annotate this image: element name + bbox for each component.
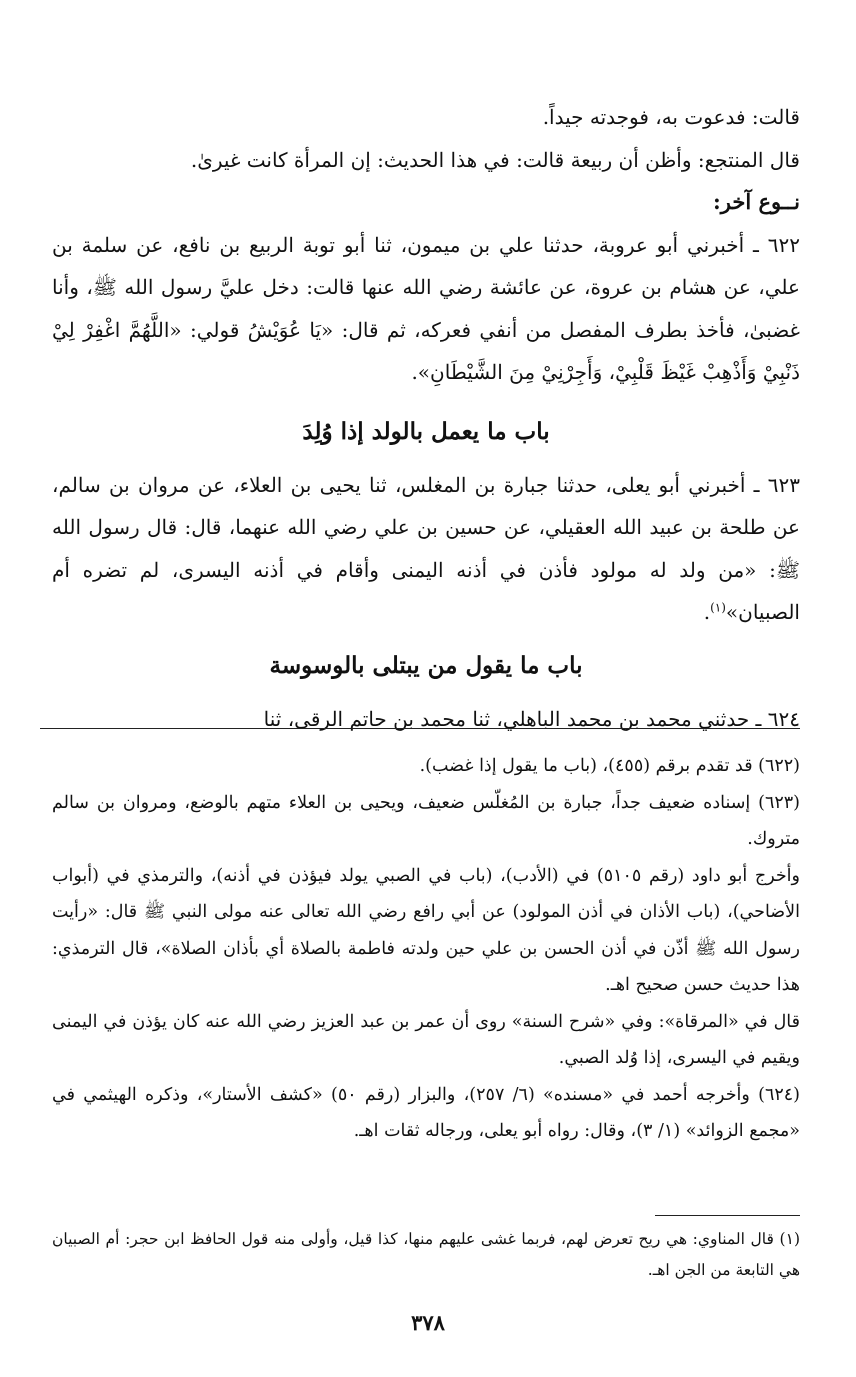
hadith-623 <box>52 464 800 634</box>
page-number: ٣٧٨ <box>411 1310 445 1335</box>
note-622: (٦٢٢) قد تقدم برقم (٤٥٥)، (باب ما يقول إذا غضب). <box>419 756 800 776</box>
note-624: (٦٢٤) وأخرجه أحمد في «مسنده» (٦/ ٢٥٧)، والبزار (رقم ٥٠) «كشف الأستار»، وذكره الهيثمي في «مجمع الزوائد» (١/ ٣)، وقال: رواه أبو يعلى، ورجاله ثقات اهـ. <box>52 1084 800 1141</box>
notes-separator <box>40 728 800 729</box>
hadith-623-end: . <box>703 600 711 624</box>
note-623: (٦٢٣) إسناده ضعيف جداً، جبارة بن المُغلّس ضعيف، ويحيى بن العلاء متهم بالوضع، ومروان بن سالم متروك. <box>52 792 800 849</box>
footnote-marker: (١) <box>710 600 726 615</box>
hadith-623-text: ٦٢٣ ـ أخبرني أبو يعلى، حدثنا جبارة بن المغلس، ثنا يحيى بن العلاء، عن مروان بن سالم، عن طلحة بن عبيد الله العقيلي، عن حسين بن علي رضي الله عنهما، قال: قال رسول الله ﷺ: «من ولد له مولود فأذن في أذنه اليمنى وأقام في أذنه اليسرى، لم تضره أم الصبيان» <box>52 472 800 624</box>
main-text <box>52 96 800 740</box>
commentary-notes <box>52 748 800 1150</box>
hadith-622: ٦٢٢ ـ أخبرني أبو عروبة، حدثنا علي بن ميمون، ثنا أبو توبة الربيع بن نافع، عن سلمة بن علي، عن هشام بن عروة، عن عائشة رضي الله عنها قالت: دخل عليَّ رسول الله ﷺ، وأنا غضبىٰ، فأخذ بطرف المفصل من أنفي فعركه، ثم قال: «يَا عُوَيْشُ قولي: «اللَّهُمَّ اغْفِرْ لِيْ ذَنْبِيْ وَأَذْهِبْ غَيْظَ قَلْبِيْ، وَأَجِرْنِيْ مِنَ الشَّيْطَانِ». <box>52 232 800 384</box>
chapter-heading: باب ما يقول من يبتلى بالوسوسة <box>269 651 583 679</box>
note-623-continued: وأخرج أبو داود (رقم ٥١٠٥) في (الأدب)، (باب في الصبي يولد فيؤذن في أذنه)، والترمذي في (أبواب الأضاحي)، (باب الأذان في أذن المولود) عن أبي رافع رضي الله تعالى عنه مولى النبي ﷺ قال: «رأيت رسول الله ﷺ أذّن في أذن الحسن بن علي حين ولدته فاطمة بالصلاة أي بأذان الصلاة»، قال الترمذي: هذا حديث حسن صحيح اهـ. <box>52 865 801 995</box>
chapter-heading: باب ما يعمل بالولد إذا وُلِدَ <box>302 417 550 445</box>
subheading: نــوع آخر: <box>713 189 800 214</box>
text-line: قال المنتجع: وأظن أن ربيعة قالت: في هذا الحديث: إن المرأة كانت غيرىٰ. <box>190 147 800 172</box>
footnotes <box>52 1224 800 1286</box>
footnote-separator <box>655 1215 800 1216</box>
hadith-624: ٦٢٤ ـ حدثني محمد بن محمد الباهلي، ثنا محمد بن حاتم الرقى، ثنا <box>263 706 800 731</box>
note-623-continued: قال في «المرقاة»: وفي «شرح السنة» روى أن عمر بن عبد العزيز رضي الله عنه كان يؤذن في اليمنى ويقيم في اليسرى، إذا وُلد الصبي. <box>52 1011 800 1068</box>
text-line: قالت: فدعوت به، فوجدته جيداً. <box>542 105 800 129</box>
footnote-1: (١) قال المناوي: هي ريح تعرض لهم، فربما غشى عليهم منها، كذا قيل، وأولى منه قول الحافظ ابن حجر: أم الصبيان هي التابعة من الجن اهـ. <box>52 1230 800 1279</box>
